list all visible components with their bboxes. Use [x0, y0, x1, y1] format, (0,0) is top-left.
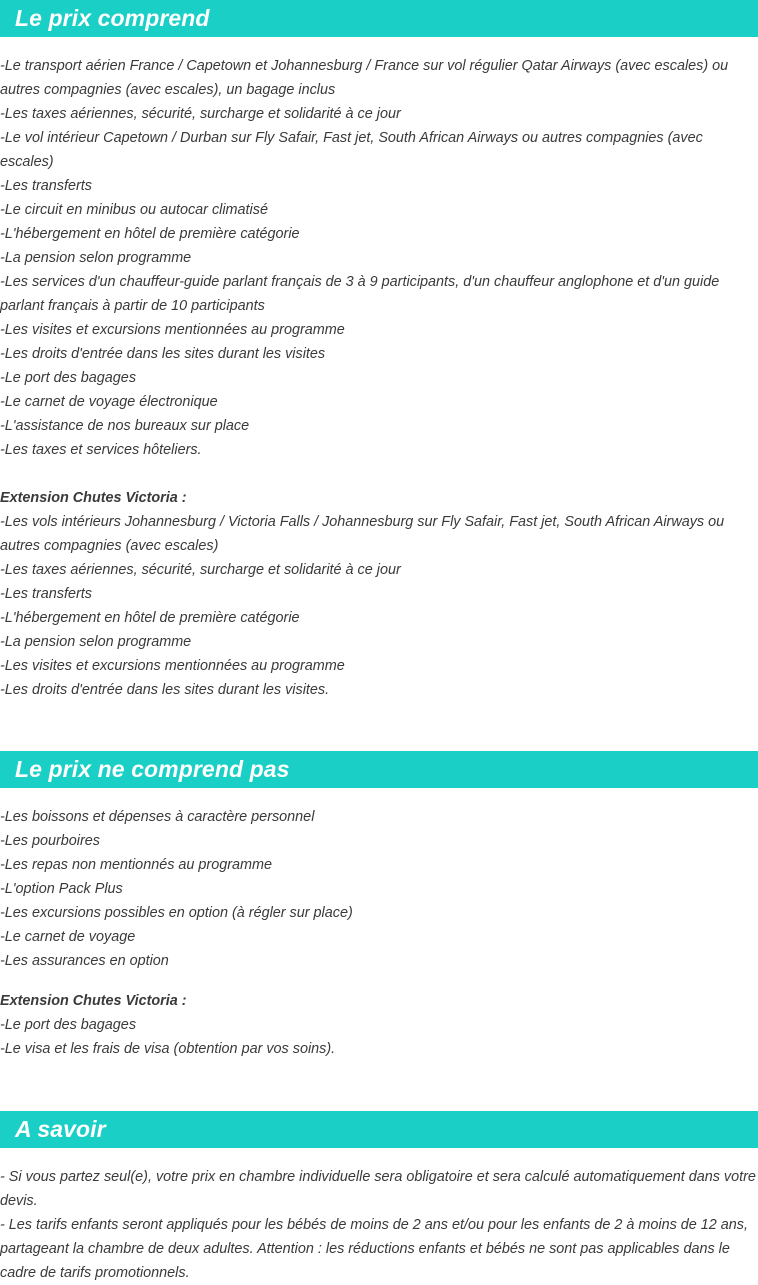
list-item: - Si vous partez seul(e), votre prix en chambre individuelle sera obligatoire et sera calculé automatiquement dans votre devis. — [0, 1169, 756, 1209]
list-item: -Les pourboires — [0, 833, 100, 849]
list-item: -Les droits d'entrée dans les sites durant les visites. — [0, 682, 330, 698]
list-item: -Les taxes aériennes, sécurité, surcharge et solidarité à ce jour — [0, 562, 401, 578]
extension-subheading: Extension Chutes Victoria : — [0, 490, 187, 506]
list-item: -Les droits d'entrée dans les sites durant les visites — [0, 346, 326, 362]
section-title-not-included: Le prix ne comprend pas — [15, 756, 290, 782]
list-item: -Le transport aérien France / Capetown et Johannesburg / France sur vol régulier Qatar Airways (avec escales) ou autres compagnies (avec escales), un bagage inclus — [0, 58, 729, 98]
list-item: -Le vol intérieur Capetown / Durban sur Fly Safair, Fast jet, South African Airways ou autres compagnies (avec escales) — [0, 130, 703, 170]
list-item: -Les taxes aériennes, sécurité, surcharge et solidarité à ce jour — [0, 106, 401, 122]
list-item: -Le port des bagages — [0, 370, 137, 386]
list-item: -L'hébergement en hôtel de première catégorie — [0, 226, 300, 242]
list-item: -L'hébergement en hôtel de première catégorie — [0, 610, 300, 626]
good-to-know-list — [0, 1165, 758, 1285]
list-item: -Les visites et excursions mentionnées au programme — [0, 322, 345, 338]
list-item: -Les services d'un chauffeur-guide parlant français de 3 à 9 participants, d'un chauffeur anglophone et d'un guide parlant français à partir de 10 participants — [0, 274, 720, 314]
list-item: -La pension selon programme — [0, 634, 192, 650]
extension-subheading: Extension Chutes Victoria : — [0, 993, 187, 1009]
list-item: -Le visa et les frais de visa (obtention par vos soins). — [0, 1041, 336, 1057]
section-header-good-to-know — [0, 1111, 758, 1148]
list-item: -Les boissons et dépenses à caractère personnel — [0, 809, 315, 825]
list-item: -Le carnet de voyage — [0, 929, 136, 945]
list-item: -Le port des bagages — [0, 1017, 137, 1033]
list-item: -Les transferts — [0, 586, 92, 602]
list-item: -L'option Pack Plus — [0, 881, 123, 897]
list-item: -Les visites et excursions mentionnées au programme — [0, 658, 345, 674]
list-item: -Les vols intérieurs Johannesburg / Victoria Falls / Johannesburg sur Fly Safair, Fast jet, South African Airways ou autres compagnies (avec escales) — [0, 514, 725, 554]
list-item: -Les excursions possibles en option (à régler sur place) — [0, 905, 353, 921]
list-item: -Les taxes et services hôteliers. — [0, 442, 202, 458]
included-list — [0, 54, 758, 702]
list-item: -Les repas non mentionnés au programme — [0, 857, 272, 873]
section-title-included: Le prix comprend — [15, 5, 210, 31]
list-item: -Les transferts — [0, 178, 92, 194]
section-header-not-included — [0, 751, 758, 788]
section-title-good-to-know: A savoir — [15, 1116, 106, 1142]
list-item: -Le circuit en minibus ou autocar climatisé — [0, 202, 268, 218]
section-header-included — [0, 0, 758, 37]
list-item: - Les tarifs enfants seront appliqués pour les bébés de moins de 2 ans et/ou pour les enfants de 2 à moins de 12 ans, partageant la chambre de deux adultes. Attention : les réductions enfants et bébés ne sont pas applicables dans le cadre de tarifs promotionnels. — [0, 1217, 748, 1281]
list-item: -Les assurances en option — [0, 953, 169, 969]
list-item: -L'assistance de nos bureaux sur place — [0, 418, 250, 434]
not-included-list — [0, 805, 758, 1061]
list-item: -Le carnet de voyage électronique — [0, 394, 218, 410]
list-item: -La pension selon programme — [0, 250, 192, 266]
